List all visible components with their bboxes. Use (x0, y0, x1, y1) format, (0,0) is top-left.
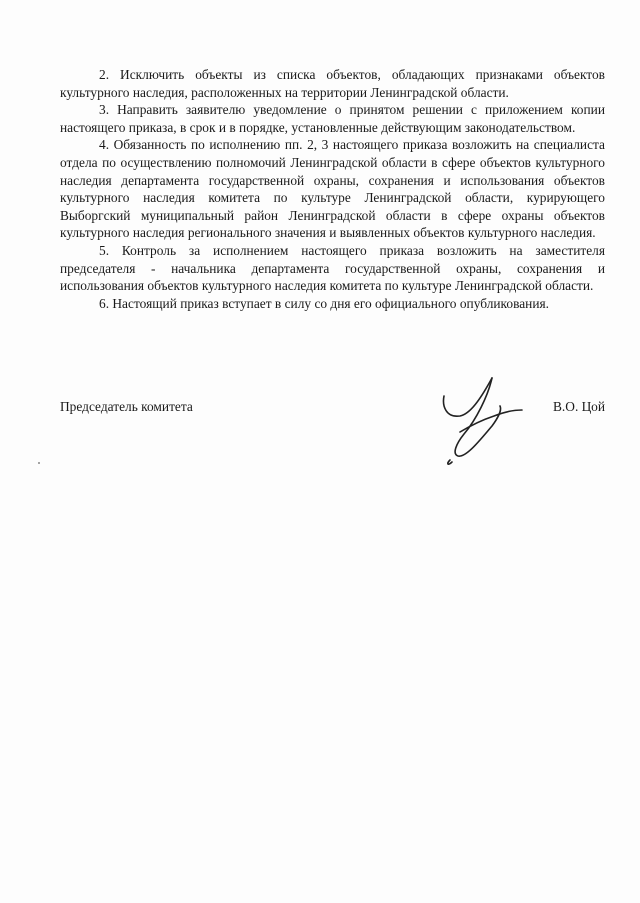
paragraph-item-3: 3. Направить заявителю уведомление о принятом решении с приложением копии настоящего приказа, в срок и в порядке, установленные действующим законодательством. (60, 102, 605, 135)
signatory-title: Председатель комитета (60, 399, 193, 414)
signatory-name: В.О. Цой (553, 399, 605, 414)
paragraph-item-6: 6. Настоящий приказ вступает в силу со дня его официального опубликования. (99, 295, 549, 311)
document-body (60, 66, 605, 312)
paragraph-item-5: 5. Контроль за исполнением настоящего приказа возложить на заместителя председателя - начальника департамента государственной охраны, сохранения и использования объектов культурного наследия комитета по культуре Ленинградской области. (60, 242, 605, 294)
paragraph-item-4: 4. Обязанность по исполнению пп. 2, 3 настоящего приказа возложить на специалиста отдела по осуществлению полномочий Ленинградской области в сфере объектов культурного наследия департамента государственной охраны, сохранения и использования объектов культурного наследия комитета по культуре Ленинградской области, курирующего Выборгский муниципальный район Ленинградской области в сфере охраны объектов культурного наследия регионального значения и выявленных объектов культурного наследия. (60, 137, 605, 241)
scan-speck (38, 462, 40, 464)
paragraph-item-2: 2. Исключить объекты из списка объектов, обладающих признаками объектов культурного наследия, расположенных на территории Ленинградской области. (60, 67, 605, 100)
handwritten-signature (430, 370, 530, 470)
